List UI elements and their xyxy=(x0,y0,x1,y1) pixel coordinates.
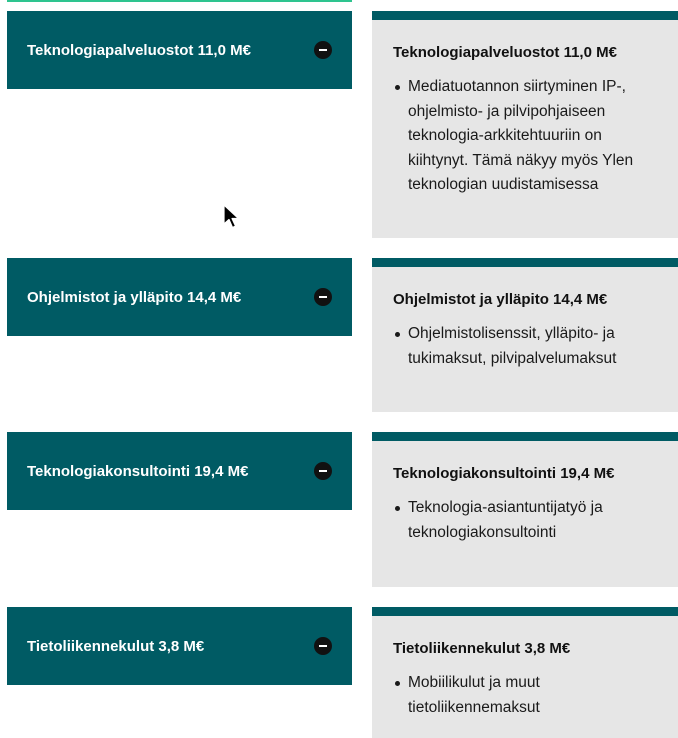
accordion-button-software-maintenance[interactable] xyxy=(7,258,352,336)
mouse-pointer-icon xyxy=(223,204,241,230)
list-item: Ohjelmistolisenssit, ylläpito- ja tukimaksut, pilvipalvelumaksut xyxy=(408,322,658,371)
accordion-button-label: Ohjelmistot ja ylläpito 14,4 M€ xyxy=(27,288,242,306)
panel-title: Teknologiapalveluostot 11,0 M€ xyxy=(393,44,617,61)
accordion-button-label: Tietoliikennekulut 3,8 M€ xyxy=(27,637,205,655)
panel-bullet-list xyxy=(393,496,658,545)
detail-panel-software-maintenance xyxy=(372,258,678,412)
accordion-button-technology-consulting[interactable] xyxy=(7,432,352,510)
accordion-button-telecommunications[interactable] xyxy=(7,607,352,685)
accordion-button-technology-services[interactable] xyxy=(7,11,352,89)
minus-circle-icon[interactable] xyxy=(314,41,332,59)
panel-bullet-list xyxy=(393,75,658,198)
panel-title: Teknologiakonsultointi 19,4 M€ xyxy=(393,465,615,482)
minus-circle-icon[interactable] xyxy=(314,462,332,480)
list-item: Mediatuotannon siirtyminen IP-, ohjelmisto- ja pilvipohjaiseen teknologia-arkkitehtuuriin on kiihtynyt. Tämä näkyy myös Ylen teknologian uudistamisessa xyxy=(408,75,658,198)
detail-panel-technology-consulting xyxy=(372,432,678,587)
panel-bullet-list xyxy=(393,322,658,371)
minus-circle-icon[interactable] xyxy=(314,288,332,306)
panel-title: Tietoliikennekulut 3,8 M€ xyxy=(393,640,571,657)
panel-title: Ohjelmistot ja ylläpito 14,4 M€ xyxy=(393,291,608,308)
accordion-button-label: Teknologiakonsultointi 19,4 M€ xyxy=(27,462,249,480)
minus-circle-icon[interactable] xyxy=(314,637,332,655)
list-item: Teknologia-asiantuntijatyö ja teknologiakonsultointi xyxy=(408,496,658,545)
accent-divider xyxy=(7,0,352,2)
panel-bullet-list xyxy=(393,671,658,720)
list-item: Mobiilikulut ja muut tietoliikennemaksut xyxy=(408,671,658,720)
detail-panel-telecommunications xyxy=(372,607,678,738)
detail-panel-technology-services xyxy=(372,11,678,238)
accordion-button-label: Teknologiapalveluostot 11,0 M€ xyxy=(27,41,251,59)
